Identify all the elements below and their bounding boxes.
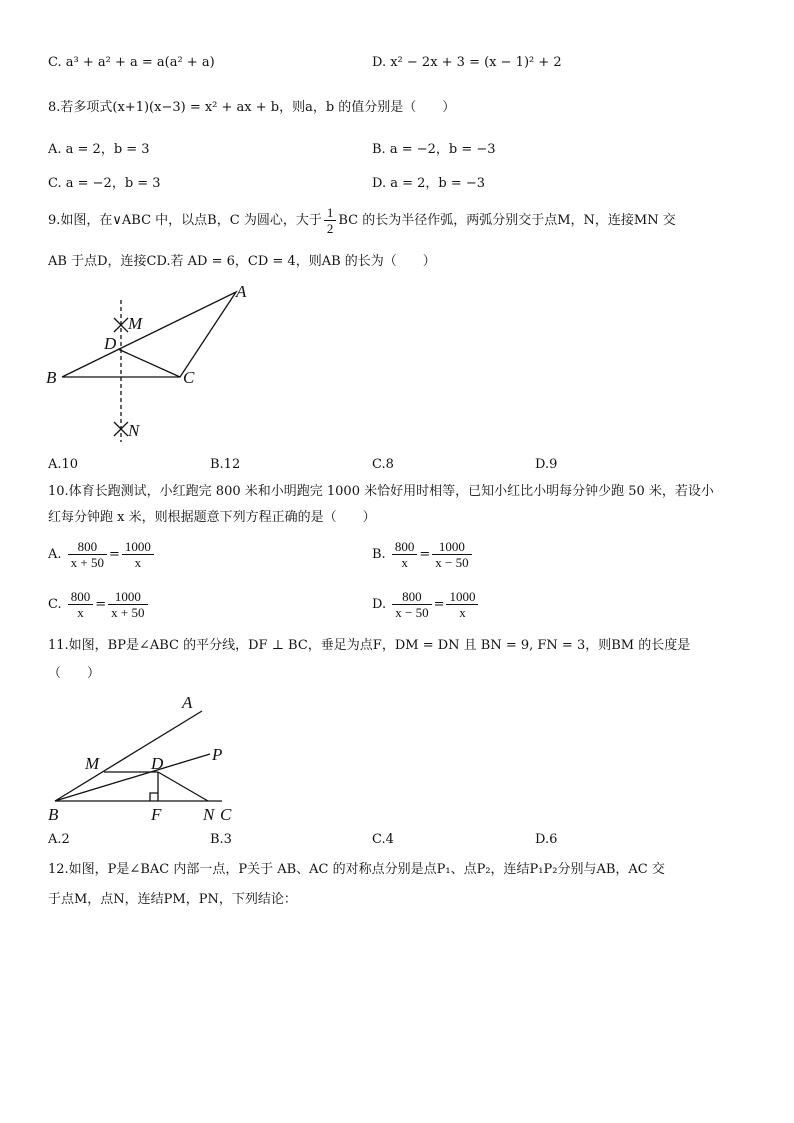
q9-label-c: C <box>183 368 195 387</box>
q7-option-c: C. a³ + a² + a = a(a² + a) <box>48 55 215 70</box>
q9-label-b: B <box>46 368 57 387</box>
fraction-denominator: x <box>134 555 142 570</box>
q9-option-d: D.9 <box>535 457 558 472</box>
q10-option-b-right-fraction <box>432 539 471 570</box>
q11-stem-line2: （ ） <box>48 666 101 681</box>
fraction-denominator: x <box>77 605 84 620</box>
fraction-numerator: 800 <box>392 589 431 605</box>
q11-label-d: D <box>151 754 164 773</box>
q10-option-d-left-fraction <box>392 589 431 620</box>
q10-option-a-left-fraction <box>68 539 107 570</box>
q10-option-c-left-fraction <box>68 589 94 620</box>
fraction-denominator: x + 50 <box>111 605 145 620</box>
q10-stem-line2: 红每分钟跑 x 米，则根据题意下列方程正确的是（ ） <box>48 510 376 525</box>
q8-stem: 8.若多项式(x+1)(x−3) = x² + ax + b，则a，b 的值分别是（ ） <box>48 100 456 115</box>
q12-stem-line1: 12.如图，P是∠BAC 内部一点，P关于 AB、AC 的对称点分别是点P₁、点P₂，连结P₁P₂分别与AB，AC 交 <box>48 862 665 877</box>
q9-label-d: D <box>104 334 117 353</box>
fraction-numerator: 1000 <box>432 539 471 555</box>
q9-triangle-abc <box>62 292 236 377</box>
q10-option-a: A. $\frac{800}{x + 50}$ = $\frac{1000}{x}$ <box>48 538 156 572</box>
q10-option-b-left-fraction <box>392 539 418 570</box>
q11-option-c: C.4 <box>372 832 394 847</box>
q11-label-c: C <box>220 805 232 824</box>
q9-half-fraction <box>324 205 337 236</box>
q9-option-c: C.8 <box>372 457 394 472</box>
q11-segment-dn <box>158 772 208 801</box>
q10-option-d-right-fraction <box>446 589 478 620</box>
q9-fraction-denominator: 2 <box>326 221 334 236</box>
fraction-denominator: x − 50 <box>435 555 469 570</box>
q7-option-d: D. x² − 2x + 3 = (x − 1)² + 2 <box>372 55 562 70</box>
q8-option-c: C. a = −2，b = 3 <box>48 176 161 191</box>
q10-option-c-right-fraction <box>108 589 147 620</box>
q8-option-a: A. a = 2，b = 3 <box>48 142 150 157</box>
q9-stem-line1 <box>48 204 676 238</box>
q9-label-a: A <box>236 282 247 301</box>
fraction-denominator: x + 50 <box>70 555 105 570</box>
q11-label-m: M <box>85 754 100 773</box>
q11-label-f: F <box>151 805 162 824</box>
fraction-numerator: 1000 <box>108 589 147 605</box>
fraction-numerator: 800 <box>68 539 107 555</box>
q10-option-b: B. $\frac{800}{x}$ = $\frac{1000}{x - 50}$ <box>372 538 474 572</box>
q11-ray-ba <box>55 711 202 801</box>
q10-option-b-label: B. <box>372 547 386 562</box>
q10-option-d-label: D. <box>372 597 387 612</box>
q11-option-a: A.2 <box>48 832 70 847</box>
q9-stem-part-b: BC 的长为半径作弧，两弧分别交于点M，N，连接MN 交 <box>338 213 676 228</box>
q9-stem-part-a: 9.如图，在∨ABC 中，以点B，C 为圆心，大于 <box>48 213 322 228</box>
fraction-numerator: 1000 <box>446 589 478 605</box>
q10-stem-line1: 10.体育长跑测试，小红跑完 800 米和小明跑完 1000 米恰好用时相等，已知小红比小明每分钟少跑 50 米，若设小 <box>48 484 714 499</box>
q11-angle-figure <box>40 690 260 825</box>
q9-fraction-numerator: 1 <box>324 205 337 221</box>
q11-option-b: B.3 <box>210 832 232 847</box>
fraction-numerator: 800 <box>68 589 94 605</box>
q9-stem-line2: AB 于点D，连接CD.若 AD = 6，CD = 4，则AB 的长为（ ） <box>48 254 436 269</box>
fraction-numerator: 800 <box>392 539 418 555</box>
q11-label-n: N <box>203 805 215 824</box>
q11-ray-bp <box>55 754 210 801</box>
q9-label-n: N <box>128 421 140 440</box>
q8-option-d: D. a = 2，b = −3 <box>372 176 486 191</box>
q11-stem-line1: 11.如图，BP是∠ABC 的平分线，DF ⊥ BC，垂足为点F，DM = DN 且 BN = 9, FN = 3，则BM 的长度是 <box>48 638 691 653</box>
q10-option-c-label: C. <box>48 597 62 612</box>
q12-stem-line2: 于点M，点N，连结PM，PN，下列结论： <box>48 892 297 907</box>
q11-label-p: P <box>212 745 223 764</box>
fraction-denominator: x − 50 <box>395 605 429 620</box>
q9-triangle-figure <box>40 280 280 450</box>
q9-label-m: M <box>128 314 143 333</box>
q8-option-b: B. a = −2，b = −3 <box>372 142 496 157</box>
q10-option-a-right-fraction <box>122 539 154 570</box>
q9-option-a: A.10 <box>48 457 79 472</box>
fraction-denominator: x <box>459 605 466 620</box>
q11-option-d: D.6 <box>535 832 558 847</box>
q9-option-b: B.12 <box>210 457 241 472</box>
q11-label-b: B <box>48 805 59 824</box>
q10-option-d: D. $\frac{800}{x - 50}$ = $\frac{1000}{x}$ <box>372 588 480 622</box>
q9-segment-cd <box>118 349 180 377</box>
q11-right-angle-mark <box>150 793 158 801</box>
fraction-denominator: x <box>401 555 408 570</box>
fraction-numerator: 1000 <box>122 539 154 555</box>
q10-option-c: C. $\frac{800}{x}$ = $\frac{1000}{x + 50}$ <box>48 588 150 622</box>
q11-label-a: A <box>182 693 193 712</box>
q10-option-a-label: A. <box>48 547 62 562</box>
